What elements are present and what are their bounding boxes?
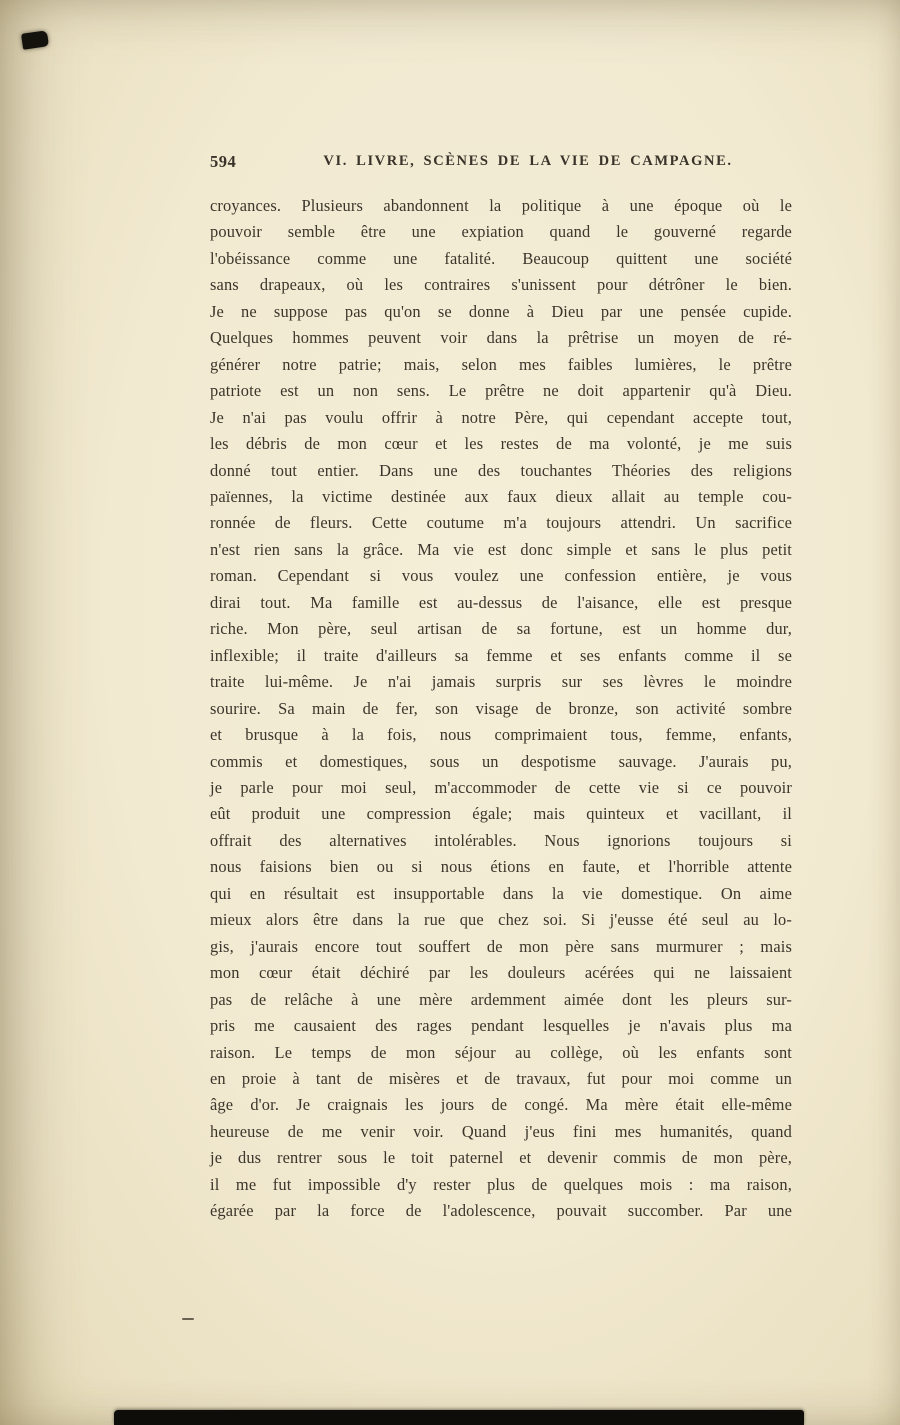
running-header-title: VI. LIVRE, SCÈNES DE LA VIE DE CAMPAGNE. (323, 153, 733, 169)
text-line: gis, j'aurais encore tout souffert de mon père sans murmurer ; mais (210, 936, 792, 956)
text-line: nous faisions bien ou si nous étions en faute, et l'horrible attente (210, 857, 792, 877)
text-line: patriote est un non sens. Le prêtre ne doit appartenir qu'à Dieu. (210, 381, 792, 401)
text-line: l'obéissance comme une fatalité. Beaucoup quittent une société (210, 248, 792, 268)
text-line: traite lui-même. Je n'ai jamais surpris sur ses lèvres le moindre (210, 672, 792, 692)
text-line: je parle pour moi seul, m'accommoder de cette vie si ce pouvoir (210, 777, 792, 797)
text-line: je dus rentrer sous le toit paternel et devenir commis de mon père, (210, 1148, 792, 1168)
text-line: heureuse de me venir voir. Quand j'eus fini mes humanités, quand (210, 1121, 792, 1141)
text-line: inflexible; il traite d'ailleurs sa femme et ses enfants comme il se (210, 645, 792, 665)
text-line: Je n'ai pas voulu offrir à notre Père, qui cependant accepte tout, (210, 407, 792, 427)
text-line: commis et domestiques, sous un despotisme sauvage. J'aurais pu, (210, 751, 792, 771)
text-line: dirai tout. Ma famille est au-dessus de l'aisance, elle est presque (210, 592, 792, 612)
text-line: pris me causaient des rages pendant lesquelles je n'avais plus ma (210, 1016, 792, 1036)
text-line: ronnée de fleurs. Cette coutume m'a toujours attendri. Un sacrifice (210, 513, 792, 533)
running-header (210, 152, 792, 174)
text-line: mon cœur était déchiré par les douleurs acérées qui ne laissaient (210, 963, 792, 983)
scan-mark-dash (182, 1318, 194, 1320)
text-line: n'est rien sans la grâce. Ma vie est donc simple et sans le plus petit (210, 539, 792, 559)
text-line: eût produit une compression égale; mais quinteux et vacillant, il (210, 804, 792, 824)
text-line: roman. Cependant si vous voulez une confession entière, je vous (210, 566, 792, 586)
text-line: Je ne suppose pas qu'on se donne à Dieu par une pensée cupide. (210, 301, 792, 321)
text-line: il me fut impossible d'y rester plus de quelques mois : ma raison, (210, 1174, 792, 1194)
text-line: en proie à tant de misères et de travaux, fut pour moi comme un (210, 1068, 792, 1088)
scan-mark-bottom-bar (114, 1410, 804, 1425)
text-line: sourire. Sa main de fer, son visage de bronze, son activité sombre (210, 698, 792, 718)
text-line: sans drapeaux, où les contraires s'unissent pour détrôner le bien. (210, 275, 792, 295)
text-line: égarée par la force de l'adolescence, pouvait succomber. Par une (210, 1201, 792, 1221)
text-line: donné tout entier. Dans une des touchantes Théories des religions (210, 460, 792, 480)
body-text (210, 193, 792, 1225)
text-line: païennes, la victime destinée aux faux dieux allait au temple cou- (210, 486, 792, 506)
text-line: pas de relâche à une mère ardemment aimée dont les pleurs sur- (210, 989, 792, 1009)
page-number: 594 (210, 152, 237, 171)
text-line: offrait des alternatives intolérables. Nous ignorions toujours si (210, 830, 792, 850)
text-line: croyances. Plusieurs abandonnent la politique à une époque où le (210, 196, 792, 215)
text-line: âge d'or. Je craignais les jours de congé. Ma mère était elle-même (210, 1095, 792, 1115)
text-line: les débris de mon cœur et les restes de ma volonté, je me suis (210, 434, 792, 454)
text-line: générer notre patrie; mais, selon mes faibles lumières, le prêtre (210, 354, 792, 374)
text-line: raison. Le temps de mon séjour au collège, où les enfants sont (210, 1042, 792, 1062)
text-line: qui en résultait est insupportable dans la vie domestique. On aime (210, 883, 792, 903)
text-line: pouvoir semble être une expiation quand le gouverné regarde (210, 222, 792, 242)
text-line: Quelques hommes peuvent voir dans la prêtrise un moyen de ré- (210, 328, 792, 348)
text-line: mieux alors être dans la rue que chez soi. Si j'eusse été seul au lo- (210, 910, 792, 930)
scan-mark-top-left (21, 30, 49, 49)
text-line: et brusque à la fois, nous comprimaient tous, femme, enfants, (210, 725, 792, 745)
text-line: riche. Mon père, seul artisan de sa fortune, est un homme dur, (210, 619, 792, 639)
